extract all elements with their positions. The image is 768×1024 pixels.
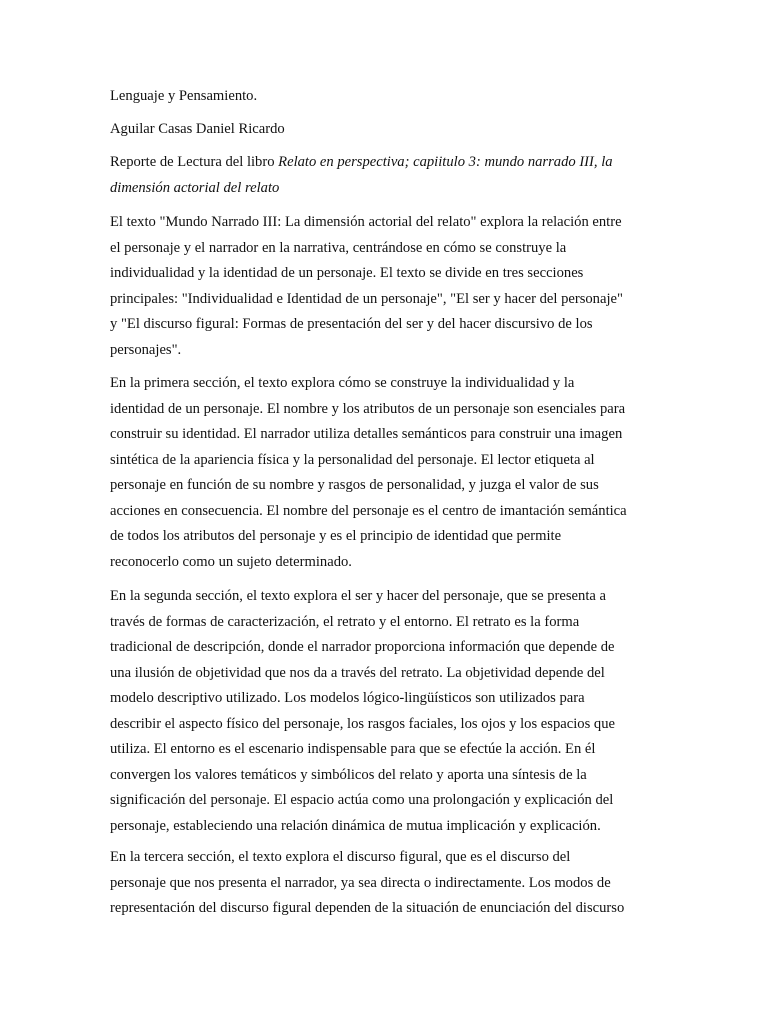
paragraph-line: y "El discurso figural: Formas de presentación del ser y del hacer discursivo de los	[110, 316, 593, 332]
paragraph-line: sintética de la apariencia física y la personalidad del personaje. El lector etiqueta al	[110, 451, 595, 468]
course-title-text: Lenguaje y Pensamiento.	[110, 88, 258, 104]
paragraph-line: personajes".	[110, 341, 182, 358]
report-heading	[110, 150, 670, 201]
paragraph-line: convergen los valores temáticos y simbólicos del relato y aporta una síntesis de la	[110, 766, 587, 783]
paragraph-line: el personaje y el narrador en la narrativa, centrándose en cómo se construye la	[110, 239, 567, 256]
paragraph-line: El texto "Mundo Narrado III: La dimensión actorial del relato" explora la relación entre	[110, 214, 622, 230]
paragraph-line: modelo descriptivo utilizado. Los modelos lógico-lingüísticos son utilizados para	[110, 690, 585, 706]
paragraph-line: describir el aspecto físico del personaje, los rasgos faciales, los ojos y los espacios que	[110, 715, 615, 732]
paragraph-line: En la tercera sección, el texto explora el discurso figural, que es el discurso del	[110, 849, 571, 865]
paragraph-line: utiliza. El entorno es el escenario indispensable para que se efectúe la acción. En él	[110, 741, 596, 757]
paragraph-third-section	[110, 845, 670, 922]
paragraph-intro	[110, 210, 670, 363]
paragraph-first-section	[110, 371, 670, 575]
paragraph-line: través de formas de caracterización, el retrato y el entorno. El retrato es la forma	[110, 613, 580, 630]
paragraph-line: reconocerlo como un sujeto determinado.	[110, 553, 352, 570]
paragraph-line: identidad de un personaje. El nombre y los atributos de un personaje son esenciales para	[110, 400, 626, 417]
paragraph-second-section	[110, 584, 670, 839]
course-title	[110, 84, 670, 110]
paragraph-line: En la primera sección, el texto explora cómo se construye la individualidad y la	[110, 375, 575, 391]
paragraph-line: acciones en consecuencia. El nombre del personaje es el centro de imantación semántica	[110, 502, 627, 519]
author-name-text: Aguilar Casas Daniel Ricardo	[110, 121, 285, 137]
paragraph-line: personaje que nos presenta el narrador, ya sea directa o indirectamente. Los modos de	[110, 874, 611, 891]
author-name	[110, 117, 670, 143]
paragraph-line: individualidad y la identidad de un personaje. El texto se divide en tres secciones	[110, 265, 584, 281]
paragraph-line: principales: "Individualidad e Identidad de un personaje", "El ser y hacer del personaje"	[110, 290, 623, 307]
paragraph-line: una ilusión de objetividad que nos da a través del retrato. La objetividad depende del	[110, 664, 605, 681]
paragraph-line: representación del discurso figural dependen de la situación de enunciación del discurso	[110, 900, 625, 916]
paragraph-line: de todos los atributos del personaje y es el principio de identidad que permite	[110, 528, 562, 544]
paragraph-line: personaje, estableciendo una relación dinámica de mutua implicación y explicación.	[110, 817, 601, 834]
report-prefix: Reporte de Lectura del libro	[110, 154, 279, 170]
paragraph-line: En la segunda sección, el texto explora el ser y hacer del personaje, que se presenta a	[110, 588, 606, 604]
report-heading-line	[110, 150, 670, 176]
book-title-part2: dimensión actorial del relato	[110, 179, 280, 196]
book-title-part1: Relato en perspectiva; capiitulo 3: mundo narrado III, la	[278, 154, 613, 170]
paragraph-line: construir su identidad. El narrador utiliza detalles semánticos para construir una imagen	[110, 426, 623, 442]
paragraph-line: personaje en función de su nombre y rasgos de personalidad, y juzga el valor de sus	[110, 477, 599, 493]
paragraph-line: tradicional de descripción, donde el narrador proporciona información que depende de	[110, 639, 615, 655]
paragraph-line: significación del personaje. El espacio actúa como una prolongación y explicación del	[110, 792, 614, 808]
